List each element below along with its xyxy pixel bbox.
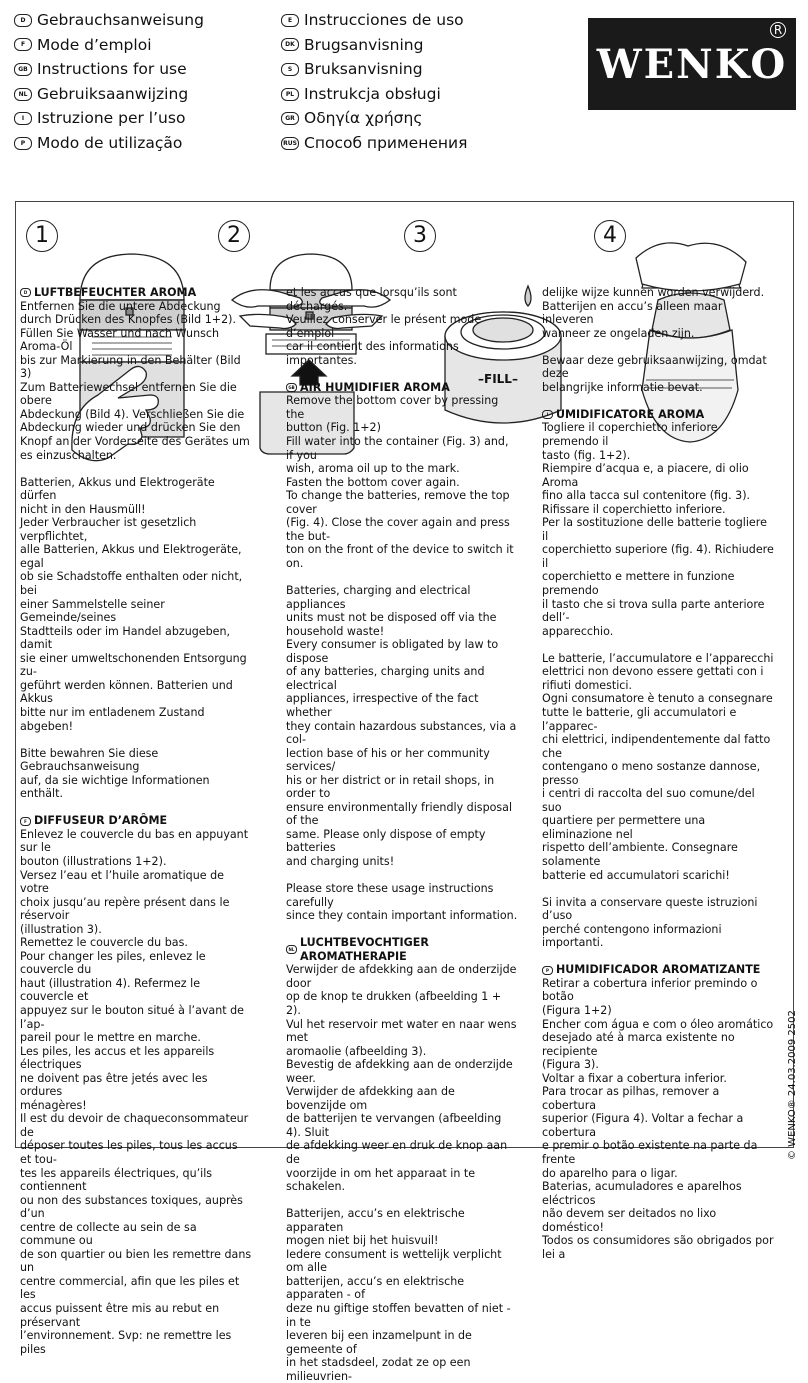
text-line: elettrici non devono essere gettati con i (542, 665, 764, 679)
text-line: Para trocar as pilhas, remover a cobertura (542, 1085, 720, 1112)
paragraph-gap (286, 1194, 518, 1208)
section-heading (286, 381, 518, 395)
column-3 (542, 286, 774, 1261)
paragraph-gap (20, 733, 252, 747)
text-line: pareil pour le mettre en marche. (20, 1031, 201, 1045)
text-line: op de knop te drukken (afbeelding 1 + 2). (286, 990, 502, 1017)
language-code-badge: D (20, 288, 31, 297)
text-line: appliances, irrespective of the fact whether (286, 692, 479, 719)
language-code-badge: PL (281, 88, 299, 101)
text-line: e premir o botão existente na parte da frente (542, 1139, 758, 1166)
text-line: sie einer umweltschonenden Entsorgung zu- (20, 651, 247, 679)
language-label: Gebruiksaanwijzing (37, 84, 189, 103)
section-heading-text: UMIDIFICATORE AROMA (556, 407, 705, 421)
text-line: Batteries, charging and electrical appliances (286, 584, 471, 611)
text-line: tutte le batterie, gli accumulatori e l’apparec- (542, 705, 737, 733)
text-line: car il contient des informations importantes. (286, 340, 459, 367)
paragraph-gap (542, 394, 774, 408)
language-code-badge: F (14, 38, 32, 51)
text-line: Remove the bottom cover by pressing the (286, 394, 499, 421)
text-line: Remettez le couvercle du bas. (20, 936, 188, 950)
text-line: Verwijder de afdekking aan de bovenzijde om (286, 1085, 455, 1112)
section-heading-text: LUCHTBEVOCHTIGER AROMATHERAPIE (300, 936, 429, 963)
text-line: ob sie Schadstoffe enthalten oder nicht, bei (20, 570, 243, 598)
text-line: wish, aroma oil up to the mark. (286, 462, 460, 476)
text-line: batterie ed accumulatori scarichi! (542, 868, 730, 882)
section-heading (286, 936, 518, 963)
text-line: apparecchio. (542, 624, 614, 638)
text-line: perché contengono informazioni importanti. (542, 922, 722, 950)
language-code-badge: F (20, 817, 31, 826)
text-line: bouton (illustrations 1+2). (20, 854, 167, 868)
text-line: il tasto che si trova sulla parte anteriore dell’- (542, 597, 765, 625)
text-line: Ogni consumatore è tenuto a consegnare (542, 692, 773, 706)
text-line: aromaolie (afbeelding 3). (286, 1044, 427, 1058)
text-line: Bitte bewahren Sie diese Gebrauchsanweisung (20, 746, 159, 774)
step-number-2: 2 (218, 220, 250, 252)
text-line: Every consumer is obligated by law to dispose (286, 638, 499, 665)
text-line: his or her district or in retail shops, in order to (286, 773, 495, 801)
text-line: einer Sammelstelle seiner Gemeinde/seines (20, 597, 165, 625)
text-line: choix jusqu’au repère présent dans le réservoir (20, 895, 230, 923)
language-code-badge: NL (286, 945, 297, 954)
text-line: Veuillez conserver le présent mode d’emploi (286, 313, 482, 340)
step-number-4: 4 (594, 220, 626, 252)
language-code-badge: P (542, 966, 553, 975)
language-code-badge: RUS (281, 137, 299, 150)
text-line: Encher com água e com o óleo aromático (542, 1017, 774, 1031)
language-label: Brugsanvisning (304, 35, 424, 54)
text-line: tasto (fig. 1+2). (542, 448, 631, 462)
paragraph-gap (286, 367, 518, 381)
text-line: superior (Figura 4). Voltar a fechar a cobertura (542, 1112, 744, 1139)
text-line: haut (illustration 4). Refermez le couvercle et (20, 976, 201, 1004)
text-line: ne doivent pas être jetés avec les ordures (20, 1071, 208, 1099)
paragraph-gap (286, 923, 518, 937)
language-label: Modo de utilização (37, 133, 183, 152)
text-line: and charging units! (286, 854, 395, 868)
text-line: Batterijen, accu’s en elektrische apparaten (286, 1207, 465, 1234)
text-line: es einzuschalten. (20, 448, 117, 462)
paragraph-gap (286, 570, 518, 584)
text-line: ensure environmentally friendly disposal of the (286, 800, 513, 828)
text-line: do aparelho para o ligar. (542, 1166, 678, 1180)
text-line: Iedere consument is wettelijk verplicht om alle (286, 1247, 502, 1275)
paragraph-gap (542, 882, 774, 896)
text-line: rifiuti domestici. (542, 678, 633, 692)
text-line: Zum Batteriewechsel entfernen Sie die obere (20, 380, 237, 408)
text-line: deze nu giftige stoffen bevatten of niet - in te (286, 1302, 511, 1329)
text-line: Rifissare il coperchietto inferiore. (542, 502, 726, 516)
step-number-1: 1 (26, 220, 58, 252)
paragraph-gap (542, 950, 774, 964)
text-line: contengano o meno sostanze dannose, presso (542, 760, 761, 787)
language-label: Instrucciones de uso (304, 11, 464, 29)
language-code-badge: P (14, 137, 32, 150)
language-label: Mode d’emploi (37, 35, 152, 54)
text-line: et les accus que lorsqu’ils sont déchargés. (286, 286, 457, 313)
text-line: Abdeckung (Bild 4). Verschließen Sie die (20, 407, 245, 421)
text-line: déposer toutes les piles, tous les accus et tou- (20, 1139, 238, 1166)
language-label: Istruzione per l’uso (37, 109, 186, 128)
text-line: Baterias, acumuladores e aparelhos eléctricos (542, 1180, 742, 1207)
language-label: Gebrauchsanweisung (37, 11, 204, 29)
text-line: (Fig. 4). Close the cover again and press the but- (286, 516, 510, 543)
text-line: auf, da sie wichtige Informationen enthält. (20, 773, 210, 801)
text-line: chi elettrici, indipendentemente dal fatto che (542, 733, 771, 760)
text-line: nicht in den Hausmüll! (20, 502, 146, 516)
section-heading (542, 963, 774, 977)
text-line: Jeder Verbraucher ist gesetzlich verpflichtet, (20, 516, 197, 543)
language-code-badge: GR (281, 112, 299, 125)
text-line: wanneer ze ongeladen zijn. (542, 326, 695, 340)
text-line: ou non des substances toxiques, auprès d’un (20, 1193, 243, 1221)
text-line: Riempire d’acqua e, a piacere, di olio Aroma (542, 462, 749, 489)
text-line: bis zur Markierung in den Behälter (Bild 3) (20, 353, 241, 381)
text-line: coperchietto e mettere in funzione premendo (542, 570, 735, 598)
text-line: delijke wijze kunnen worden verwijderd. (542, 286, 765, 299)
language-label: Οδηγία χρήσης (304, 109, 423, 128)
language-code-badge: I (542, 410, 553, 419)
text-line: tes les appareils électriques, qu’ils contiennent (20, 1166, 213, 1194)
text-line: since they contain important information. (286, 909, 518, 923)
text-line: ton on the front of the device to switch it on. (286, 543, 514, 570)
language-code-badge: NL (14, 88, 32, 101)
text-line: voorzijde in om het apparaat in te schakelen. (286, 1166, 476, 1194)
copyright-date: © WENKO® 24.03.2009 2502 (787, 1010, 798, 1160)
text-line: fino alla tacca sul contenitore (fig. 3). (542, 489, 751, 503)
text-line: Bewaar deze gebruiksaanwijzing, omdat deze (542, 353, 767, 381)
text-line: Si invita a conservare queste istruzioni d’uso (542, 895, 758, 923)
text-line: Pour changer les piles, enlevez le couvercle du (20, 949, 206, 977)
paragraph-gap (542, 638, 774, 652)
section-heading (542, 408, 774, 422)
text-line: household waste! (286, 624, 385, 638)
registered-mark: R (770, 22, 786, 38)
text-line: bitte nur im entladenem Zustand abgeben! (20, 705, 205, 733)
section-heading (20, 814, 252, 828)
brand-name: WENKO (596, 40, 788, 88)
language-label: Способ применения (304, 133, 468, 152)
text-line: units must not be disposed off via the (286, 611, 497, 625)
paragraph-gap (20, 801, 252, 815)
text-line: de afdekking weer en druk de knop aan de (286, 1139, 508, 1166)
text-line: Füllen Sie Wasser und nach Wunsch Aroma-Öl (20, 326, 220, 354)
language-code-badge: GB (14, 63, 32, 76)
text-line: Voltar a fixar a cobertura inferior. (542, 1071, 727, 1085)
text-line: lection base of his or her community services/ (286, 746, 490, 774)
text-line: de son quartier ou bien les remettre dans un (20, 1247, 252, 1275)
language-label: Instrukcja obsługi (304, 84, 441, 103)
text-line: Please store these usage instructions carefully (286, 882, 494, 909)
text-line: rispetto dell’ambiente. Consegnare solamente (542, 841, 738, 868)
text-line: Bevestig de afdekking aan de onderzijde weer. (286, 1058, 513, 1085)
text-line: Verwijder de afdekking aan de onderzijde door (286, 963, 517, 990)
text-line: Enlevez le couvercle du bas en appuyant sur le (20, 827, 249, 855)
text-line: button (Fig. 1+2) (286, 421, 381, 435)
text-line: Fasten the bottom cover again. (286, 475, 460, 489)
text-line: Versez l’eau et l’huile aromatique de votre (20, 868, 224, 896)
text-line: Batterien, Akkus und Elektrogeräte dürfen (20, 475, 215, 503)
text-line: geführt werden können. Batterien und Akkus (20, 678, 233, 706)
language-code-badge: DK (281, 38, 299, 51)
text-line: they contain hazardous substances, via a col- (286, 719, 517, 747)
text-line: (Figura 1+2) (542, 1003, 612, 1017)
text-line: coperchietto superiore (fig. 4). Richiudere il (542, 543, 774, 570)
fill-label: –FILL– (478, 372, 518, 386)
language-label: Bruksanvisning (304, 60, 423, 79)
text-line: Todos os consumidores são obrigados por lei a (542, 1234, 774, 1261)
text-line: Retirar a cobertura inferior premindo o botão (542, 976, 758, 1004)
text-line: appuyez sur le bouton situé à l’avant de l’ap- (20, 1003, 245, 1031)
text-line: same. Please only dispose of empty batteries (286, 827, 486, 855)
text-line: of any batteries, charging units and electrical (286, 665, 485, 692)
text-line: Le batterie, l’accumulatore e l’apparecchi (542, 651, 774, 665)
text-line: Abdeckung wieder und drücken Sie den (20, 421, 241, 435)
section-heading-text: HUMIDIFICADOR AROMATIZANTE (556, 963, 761, 977)
text-line: (Figura 3). (542, 1058, 599, 1072)
paragraph-gap (542, 340, 774, 354)
text-line: ménagères! (20, 1098, 87, 1112)
text-line: desejado até à marca existente no recipiente (542, 1031, 735, 1058)
language-label: Instructions for use (37, 60, 187, 79)
text-line: Les piles, les accus et les appareils électriques (20, 1044, 215, 1072)
text-line: Per la sostituzione delle batterie togliere il (542, 516, 767, 543)
text-line: Knopf an der Vorderseite des Gerätes um (20, 435, 250, 449)
paragraph-gap (20, 462, 252, 476)
text-line: centre de collecte au sein de sa commune ou (20, 1220, 197, 1248)
section-heading-text: AIR HUMIDIFIER AROMA (300, 380, 450, 394)
text-line: i centri di raccolta del suo comune/del suo (542, 787, 755, 814)
text-line: Stadtteils oder im Handel abzugeben, damit (20, 624, 231, 652)
section-heading-text: LUFTBEFEUCHTER AROMA (34, 286, 197, 299)
step-number-3: 3 (404, 220, 436, 252)
text-line: durch Drücken des Knopfes (Bild 1+2). (20, 313, 236, 327)
text-line: Entfernen Sie die untere Abdeckung (20, 299, 221, 313)
text-line: Batterijen en accu’s alleen maar inleveren (542, 299, 723, 327)
text-line: leveren bij een inzamelpunt in de gemeente of (286, 1329, 472, 1356)
section-heading (20, 286, 252, 300)
text-line: Il est du devoir de chaqueconsommateur de (20, 1112, 249, 1139)
paragraph-gap (286, 869, 518, 883)
language-code-badge: GB (286, 383, 297, 392)
text-line: batterijen, accu’s en elektrische apparaten - of (286, 1274, 465, 1302)
text-line: quartiere per permettere una eliminazione nel (542, 814, 706, 841)
text-line: l’environnement. Svp: ne remettre les piles (20, 1329, 232, 1356)
language-code-badge: E (281, 14, 299, 27)
column-2 (286, 286, 518, 1383)
text-line: de batterijen te vervangen (afbeelding 4). Sluit (286, 1112, 502, 1139)
text-line: Togliere il coperchietto inferiore premendo il (542, 421, 718, 449)
language-code-badge: S (281, 63, 299, 76)
text-line: Vul het reservoir met water en naar wens met (286, 1017, 517, 1045)
text-line: accus puissent être mis au rebut en préservant (20, 1302, 220, 1329)
text-line: To change the batteries, remove the top cover (286, 489, 510, 516)
text-line: não devem ser deitados no lixo doméstico! (542, 1207, 717, 1234)
language-code-badge: I (14, 112, 32, 125)
text-line: in het stadsdeel, zodat ze op een milieuvrien- (286, 1356, 471, 1383)
section-heading-text: DIFFUSEUR D’ARÔME (34, 814, 168, 828)
text-line: mogen niet bij het huisvuil! (286, 1234, 439, 1248)
text-line: alle Batterien, Akkus und Elektrogeräte, egal (20, 543, 242, 570)
text-line: centre commercial, afin que les piles et les (20, 1274, 240, 1302)
text-line: Fill water into the container (Fig. 3) and, if you (286, 435, 509, 462)
text-line: belangrijke informatie bevat. (542, 380, 703, 394)
column-1 (20, 286, 252, 1356)
text-line: (illustration 3). (20, 922, 102, 936)
language-code-badge: D (14, 14, 32, 27)
